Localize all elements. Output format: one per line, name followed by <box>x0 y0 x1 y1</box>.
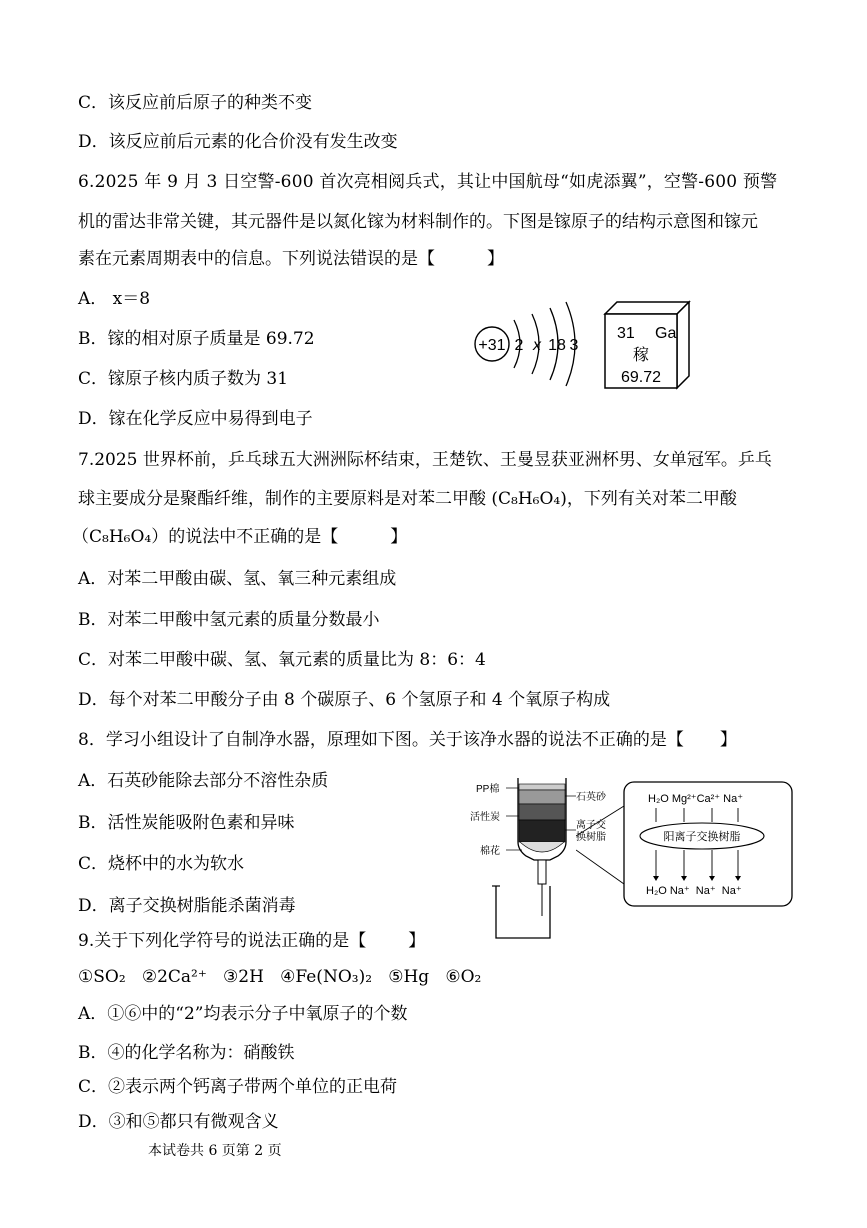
q9-stem-text: 9.关于下列化学符号的说法正确的是【 <box>78 931 367 951</box>
q6-stem-line2: 机的雷达非常关键，其元器件是以氮化镓为材料制作的。下图是镓原子的结构示意图和镓元 <box>78 212 758 232</box>
ions-in-label: H₂O Mg²⁺Ca²⁺ Na⁺ <box>648 793 744 805</box>
q6-stem-line1: 6.2025 年 9 月 3 日空警-600 首次亮相阅兵式，其让中国航母“如虎添翼”，空警-600 预警 <box>78 172 778 192</box>
q8-bracket-close: 】 <box>719 730 737 750</box>
q7-option-c: C．对苯二甲酸中碳、氢、氧元素的质量比为 8：6：4 <box>78 650 486 670</box>
q6-option-a: A． x＝8 <box>78 289 151 309</box>
q9-bracket-close: 】 <box>408 931 426 951</box>
q7-option-d: D．每个对苯二甲酸分子由 8 个碳原子、6 个氢原子和 4 个氧原子构成 <box>78 690 611 710</box>
q7-bracket-close: 】 <box>390 527 408 547</box>
pp-cotton-layer <box>519 784 565 790</box>
q8-option-c: C．烧杯中的水为软水 <box>78 854 245 874</box>
q6-option-c: C．镓原子核内质子数为 31 <box>78 369 289 389</box>
label-cotton: 棉花 <box>480 846 500 857</box>
ions-out-label: H₂O Na⁺ Na⁺ Na⁺ <box>646 885 742 897</box>
q7-stem-line1: 7.2025 世界杯前，乒乓球五大洲洲际杯结束，王楚钦、王曼昱获亚洲杯男、女单冠军。乒乓 <box>78 450 772 470</box>
label-pp-cotton: PP棉 <box>476 784 500 795</box>
shell-1-electrons: 2 <box>514 337 524 354</box>
ion-exchange-diagram <box>620 780 796 910</box>
quartz-sand-layer <box>519 790 565 804</box>
q5-option-c: C．该反应前后原子的种类不变 <box>78 93 313 113</box>
q6-bracket-close: 】 <box>487 249 504 269</box>
nucleus-charge: +31 <box>478 337 506 354</box>
q8-option-b: B．活性炭能吸附色素和异味 <box>78 813 295 833</box>
q7-stem-line3 <box>72 526 407 548</box>
shell-3-electrons: 18 <box>548 337 566 354</box>
q8-stem <box>78 729 737 751</box>
label-resin-1: 离子交 <box>576 820 606 831</box>
q8-option-d: D．离子交换树脂能杀菌消毒 <box>78 896 296 916</box>
q7-option-b: B．对苯二甲酸中氢元素的质量分数最小 <box>78 610 380 630</box>
q6-option-b: B．镓的相对原子质量是 69.72 <box>78 329 315 349</box>
cotton-layer <box>520 842 564 852</box>
connector-lines <box>576 806 626 886</box>
q6-stem-line3 <box>78 248 504 270</box>
q7-stem-line2: 球主要成分是聚酯纤维，制作的主要原料是对苯二甲酸 (C₈H₆O₄)，下列有关对苯二甲酸 <box>78 489 737 509</box>
q9-stem <box>78 930 425 952</box>
q5-option-d: D．该反应前后元素的化合价没有发生改变 <box>78 132 398 152</box>
q6-stem-text: 素在元素周期表中的信息。下列说法错误的是【 <box>78 249 435 269</box>
label-activated-carbon: 活性炭 <box>470 812 500 823</box>
page-footer: 本试卷共 6 页第 2 页 <box>148 1143 282 1159</box>
gallium-element-card <box>603 300 693 392</box>
gallium-atom-diagram <box>470 298 590 398</box>
label-resin-2: 换树脂 <box>576 832 606 843</box>
resin-label: 阳离子交换树脂 <box>663 831 741 843</box>
q9-symbols: ①SO₂ ②2Ca²⁺ ③2H ④Fe(NO₃)₂ ⑤Hg ⑥O₂ <box>78 967 482 987</box>
q6-option-d: D．镓在化学反应中易得到电子 <box>78 409 313 429</box>
q9-option-c: C．②表示两个钙离子带两个单位的正电荷 <box>78 1077 398 1097</box>
element-atomic-number: 31 <box>617 325 635 342</box>
q9-option-d: D．③和⑤都只有微观含义 <box>78 1112 279 1132</box>
element-name: 稼 <box>632 345 650 364</box>
label-quartz-sand: 石英砂 <box>576 792 606 803</box>
q9-option-a: A．①⑥中的“2”均表示分子中氧原子的个数 <box>78 1004 408 1024</box>
q9-option-b: B．④的化学名称为：硝酸铁 <box>78 1043 295 1063</box>
shell-4-electrons: 3 <box>569 337 579 354</box>
resin-layer <box>519 820 565 842</box>
element-symbol: Ga <box>655 325 677 342</box>
q8-stem-text: 8．学习小组设计了自制净水器，原理如下图。关于该净水器的说法不正确的是【 <box>78 730 684 750</box>
q8-option-a: A．石英砂能除去部分不溶性杂质 <box>78 771 329 791</box>
element-mass: 69.72 <box>620 369 662 386</box>
activated-carbon-layer <box>519 804 565 820</box>
shell-2-electrons: x <box>533 337 541 354</box>
q7-option-a: A．对苯二甲酸由碳、氢、氧三种元素组成 <box>78 569 397 589</box>
q7-stem-text: （C₈H₆O₄）的说法中不正确的是【 <box>72 527 339 547</box>
